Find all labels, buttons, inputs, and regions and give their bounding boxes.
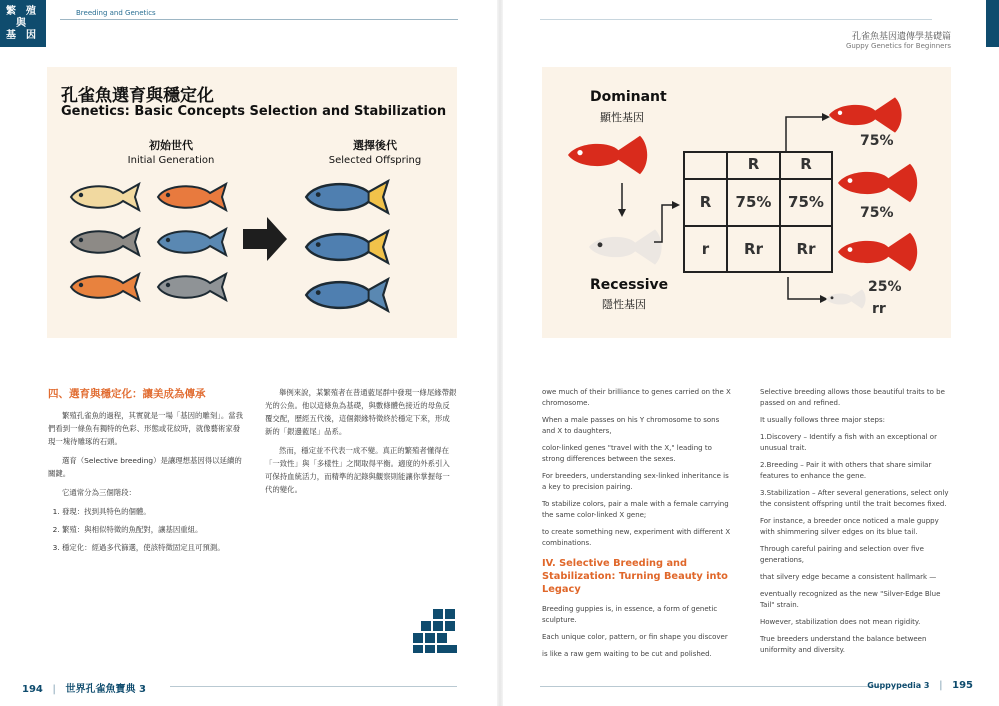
- chapter-tab: [986, 0, 999, 47]
- list-item: 2. 繁殖：與相似特徵的魚配對，讓基因重組。: [62, 523, 244, 536]
- fish-icon: [158, 274, 226, 300]
- left-page: [0, 0, 499, 706]
- section-heading-en: IV. Selective Breeding and Stabilization: Turning Beauty into Legacy: [542, 558, 728, 595]
- fish-icon: [306, 181, 388, 212]
- fish-icon: [158, 184, 226, 210]
- paragraph: To stabilize colors, pair a male with a female carrying the same color-linked X gene;: [542, 500, 729, 519]
- paragraph: eventually recognized as the new "Silver-Edge Blue Tail" strain.: [760, 590, 941, 609]
- recessive-label: Recessive: [590, 277, 669, 293]
- paragraph: Each unique color, pattern, or fin shape you discover: [542, 633, 728, 641]
- paragraph: that silvery edge became a consistent hallmark —: [760, 573, 937, 581]
- fish-icon: [306, 279, 388, 310]
- running-header-en: Guppy Genetics for Beginners: [845, 42, 951, 50]
- offspring-fish-icon: [838, 164, 917, 202]
- steps-list: [48, 505, 244, 554]
- page-footer-right: Guppypedia 3 | 195: [867, 680, 973, 691]
- paragraph: It usually follows three major steps:: [760, 416, 885, 424]
- right-column-2: [760, 387, 953, 662]
- fish-icon: [306, 231, 388, 262]
- page-footer-left: 194 | 世界孔雀魚寶典 3: [22, 684, 146, 695]
- tab-char: 與: [16, 18, 26, 29]
- footer-rule: [170, 686, 457, 687]
- dominant-fish-icon: [568, 136, 647, 174]
- grid-cell: R: [699, 193, 712, 211]
- paragraph: 選育（Selective breeding）是讓理想基因得以延續的關鍵。: [48, 456, 242, 478]
- grid-cell: R: [800, 155, 812, 173]
- recessive-label-cn: 隱性基因: [602, 298, 646, 311]
- running-header: Breeding and Genetics: [76, 9, 156, 17]
- fish-icon: [71, 184, 139, 210]
- book-title: Guppypedia 3: [867, 681, 930, 690]
- paragraph: owe much of their brilliance to genes carried on the X chromosome.: [542, 388, 731, 407]
- percent-label: 75%: [860, 133, 894, 149]
- list-item: 1. 發現：找到具特色的個體。: [62, 505, 244, 518]
- dominant-label-cn: 顯性基因: [600, 111, 644, 124]
- figure-title-cn: 孔雀魚選育與穩定化: [61, 86, 214, 106]
- page-number: 194: [22, 684, 43, 695]
- grid-cell: r: [701, 240, 710, 258]
- paragraph: Through careful pairing and selection over five generations,: [760, 545, 924, 564]
- paragraph: 然而，穩定並不代表一成不變。真正的繁殖者懂得在「一致性」與「多樣性」之間取得平衡。適度的外系引入可保持血統活力，而精準的記錄與觀察則能讓你掌握每一代的變化。: [265, 446, 450, 494]
- initial-label-en: Initial Generation: [127, 155, 215, 166]
- left-column-1: [48, 388, 244, 559]
- figure-title-en: Genetics: Basic Concepts Selection and Stabilization: [61, 104, 447, 119]
- running-header-cn: 孔雀魚基因遺傳學基礎篇: [851, 32, 951, 42]
- paragraph: For instance, a breeder once noticed a male guppy with shimmering silver edges on its blue tail.: [760, 517, 939, 536]
- fish-icon: [71, 274, 139, 300]
- selected-label-cn: 選擇後代: [353, 139, 397, 152]
- paragraph: to create something new, experiment with different X combinations.: [542, 528, 731, 547]
- tab-char: 繁: [6, 6, 16, 17]
- paragraph: True breeders understand the balance between uniformity and diversity.: [760, 635, 927, 654]
- header-rule: [540, 19, 932, 20]
- offspring-fish-icon: [829, 97, 902, 132]
- recessive-fish-icon: [589, 229, 662, 264]
- grid-cell: Rr: [796, 240, 816, 258]
- right-page: [500, 0, 999, 706]
- initial-label-cn: 初始世代: [149, 139, 193, 152]
- paragraph: Selective breeding allows those beautiful traits to be passed on and refined.: [760, 388, 945, 407]
- book-title: 世界孔雀魚寶典 3: [65, 684, 146, 695]
- genotype-label: rr: [872, 301, 886, 317]
- paragraph: color-linked genes "travel with the X," leading to strong differences between the sexes.: [542, 444, 712, 463]
- header-rule: [60, 19, 458, 20]
- grid-cell: 75%: [735, 193, 772, 211]
- paragraph: 舉例來說，某繁殖者在普通藍尾群中發現一條尾緣帶銀光的公魚。他以這條魚為基礎，與數條體色接近的母魚反覆交配，歷經五代後，這個銀緣特徵終於穩定下來，形成新的「銀邊藍尾」品系。: [265, 388, 457, 436]
- offspring-fish-icon: [826, 289, 866, 308]
- chapter-tab: [0, 0, 46, 47]
- paragraph: Breeding guppies is, in essence, a form of genetic sculpture.: [542, 605, 718, 624]
- section-heading-cn: 四、選育與穩定化：讓美成為傳承: [48, 388, 206, 400]
- paragraph: 它通常分為三個階段：: [62, 488, 136, 497]
- paragraph: 1.Discovery – Identify a fish with an exceptional or unusual trait.: [760, 433, 937, 452]
- percent-label: 75%: [860, 205, 894, 221]
- grid-cell: Rr: [744, 240, 763, 258]
- list-item: 3. 穩定化：經過多代篩選，使該特徵固定且可預測。: [62, 541, 244, 554]
- paragraph: For breeders, understanding sex-linked inheritance is a key to precision pairing.: [542, 472, 729, 491]
- grid-cell: 75%: [788, 193, 824, 211]
- punnett-figure: [542, 67, 951, 338]
- offspring-fish-icon: [838, 233, 917, 271]
- page-number: 195: [952, 680, 973, 691]
- left-column-2: [265, 386, 457, 502]
- tab-char: 因: [26, 30, 36, 41]
- fish-icon: [71, 229, 139, 255]
- percent-label: 25%: [868, 279, 902, 295]
- tab-char: 基: [6, 30, 16, 41]
- paragraph: 3.Stabilization – After several generations, select only the consistent offspring until the trait becomes fixed.: [760, 489, 949, 508]
- paragraph: is like a raw gem waiting to be cut and polished.: [542, 650, 712, 658]
- paragraph: When a male passes on his Y chromosome to sons and X to daughters,: [542, 416, 720, 435]
- tab-char: 殖: [26, 6, 36, 17]
- footer-rule: [540, 686, 880, 687]
- fish-illustration: [47, 67, 457, 338]
- paragraph: 繁殖孔雀魚的過程，其實就是一場「基因的雕刻」。當我們看到一條魚有獨特的色彩、形態或花紋時，就像藝術家發現一塊待雕琢的石頭。: [48, 411, 244, 446]
- right-column-1: [542, 387, 734, 666]
- grid-cell: R: [747, 155, 760, 173]
- arrow-right-icon: [243, 217, 287, 261]
- fish-icon: [158, 229, 226, 255]
- dominant-label: Dominant: [590, 89, 667, 105]
- selected-label-en: Selected Offspring: [328, 155, 422, 166]
- paragraph: However, stabilization does not mean rigidity.: [760, 618, 921, 626]
- paragraph: 2.Breeding – Pair it with others that share similar features to enhance the gene.: [760, 461, 932, 480]
- selection-figure: [47, 67, 457, 338]
- grid-ornament-icon: [413, 609, 457, 653]
